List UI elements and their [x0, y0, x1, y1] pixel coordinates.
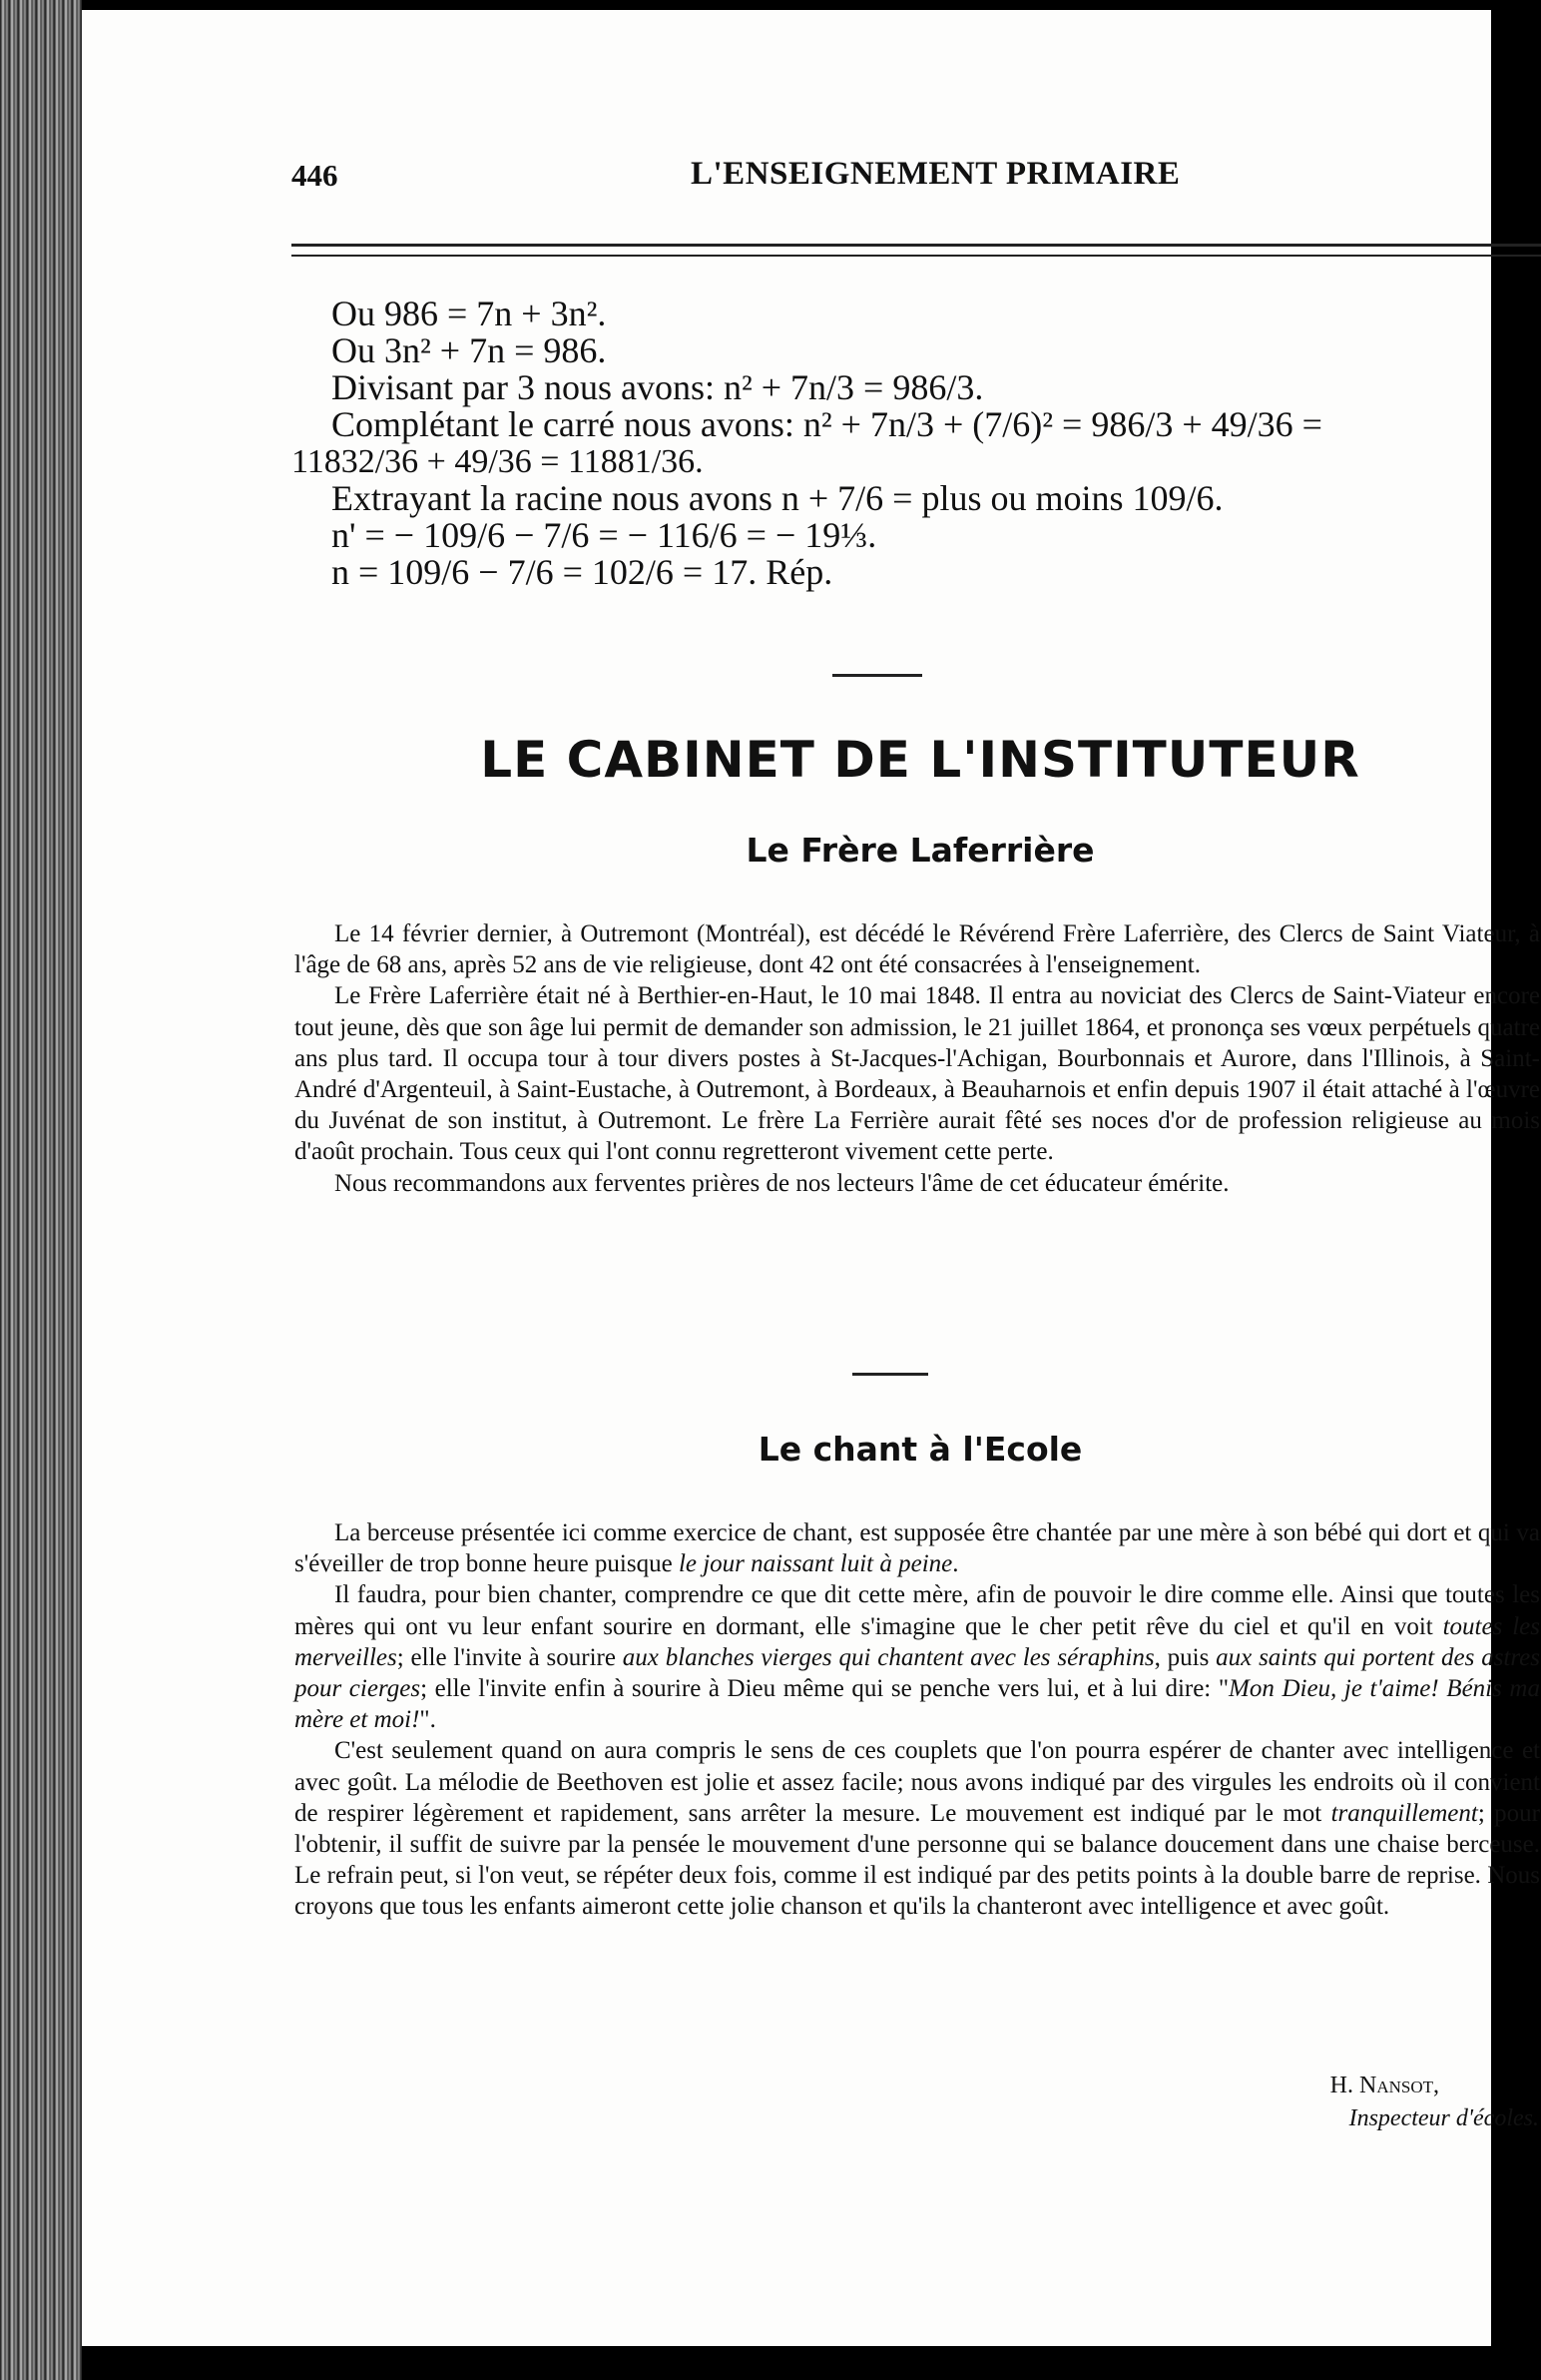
math-line: n = 109/6 − 7/6 = 102/6 = 17. Rép. — [331, 552, 833, 592]
paragraph — [294, 1579, 1540, 1735]
math-line: Complétant le carré nous avons: n² + 7n/3 + (7/6)² = 986/3 + 49/36 = — [331, 404, 1322, 444]
text-run: Il faudra, pour bien chanter, comprendre ce que dit cette mère, afin de pouvoir le dire comme elle. Ainsi que toutes les mères qui ont vu leur enfant sourire en dormant, elle s'imagine que le cher petit rêve du ciel et qu'il en voit — [294, 1581, 1540, 1640]
page-number: 446 — [291, 158, 338, 193]
page-header — [291, 158, 1541, 208]
text-run: , puis — [1154, 1643, 1217, 1671]
text-run: ; elle l'invite enfin à sourire à Dieu même qui se penche vers lui, et à lui dire: " — [420, 1675, 1230, 1703]
italic-run: aux blanches vierges qui chantent avec les séraphins — [622, 1643, 1155, 1671]
book-spine — [0, 0, 82, 2380]
text-run: ; elle l'invite à sourire — [396, 1643, 623, 1671]
article-title: Le Frère Laferrière — [746, 831, 1095, 870]
section-title: LE CABINET DE L'INSTITUTEUR — [480, 731, 1360, 789]
italic-run: Mon Dieu, je t'aime! Bénis ma mère et moi! — [294, 1675, 1540, 1734]
running-title: L'ENSEIGNEMENT PRIMAIRE — [691, 156, 1181, 192]
math-line: Extrayant la racine nous avons n + 7/6 = plus ou moins 109/6. — [331, 478, 1224, 518]
math-line: Ou 3n² + 7n = 986. — [331, 330, 607, 370]
signature — [980, 2070, 1539, 2135]
italic-run: le jour naissant luit à peine — [678, 1550, 953, 1578]
article-divider — [852, 1373, 928, 1376]
text-run: La berceuse présentée ici comme exercice de chant, est supposée être chantée par une mère à son bébé qui dort et qui va s'éveiller de trop bonne heure puisque — [294, 1519, 1540, 1578]
math-line: Ou 986 = 7n + 3n². — [331, 294, 607, 333]
math-line: n' = − 109/6 − 7/6 = − 116/6 = − 19⅓. — [331, 515, 877, 555]
header-rule — [291, 244, 1541, 257]
text-run: ". — [419, 1706, 436, 1734]
article-title: Le chant à l'Ecole — [758, 1430, 1083, 1469]
section-divider — [832, 674, 922, 677]
author-name: H. Nansot, — [1329, 2073, 1439, 2098]
text-run: ; pour l'obtenir, il suffit de suivre par la pensée le mouvement d'une personne qui se balance doucement dans une chaise berceuse. Le refrain peut, si l'on veut, se répéter deux fois, comme il est indiqué par des petits points à la double barre de reprise. Nous croyons que tous les enfants aimeront cette jolie chanson et qu'ils la chanteront avec intelligence et avec goût. — [294, 1799, 1540, 1921]
math-solution — [291, 296, 1541, 591]
paragraph: Le 14 février dernier, à Outremont (Montréal), est décédé le Révérend Frère Laferrière, des Clercs de Saint Viateur, à l'âge de 68 ans, après 52 ans de vie religieuse, dont 42 ont été consacrées à l'enseignement. — [294, 920, 1540, 979]
italic-run: tranquillement — [1330, 1799, 1478, 1827]
math-line: Divisant par 3 nous avons: n² + 7n/3 = 986/3. — [331, 367, 984, 407]
paragraph — [294, 1735, 1540, 1922]
paragraph — [294, 1517, 1540, 1579]
italic-run: toutes les merveilles — [294, 1612, 1540, 1671]
italic-run: aux saints qui portent des astres pour cierges — [294, 1643, 1540, 1703]
paragraph: Le Frère Laferrière était né à Berthier-en-Haut, le 10 mai 1848. Il entra au noviciat des Clercs de Saint-Viateur encore tout jeune, dès que son âge lui permit de demander son admission, le 21 juillet 1864, et prononça ses vœux perpétuels quatre ans plus tard. Il occupa tour à tour divers postes à St-Jacques-l'Achigan, Bourbonnais et Aurore, dans l'Illinois, à Saint-André d'Argenteuil, à Saint-Eustache, à Outremont, à Bordeaux, à Beauharnois et enfin depuis 1907 il était attaché à l'œuvre du Juvénat de son institut, à Outremont. Le frère La Ferrière aurait fêté ses noces d'or de profession religieuse au mois d'août prochain. Tous ceux qui l'ont connu regretteront vivement cette perte. — [294, 982, 1540, 1166]
article-body — [294, 1517, 1540, 1923]
text-run: . — [952, 1550, 959, 1578]
text-run: C'est seulement quand on aura compris le sens de ces couplets que l'on pourra espérer de chanter avec intelligence et avec goût. La mélodie de Beethoven est jolie et assez facile; nous avons indiqué par des virgules les endroits où il convient de respirer légèrement et rapidement, sans arrêter la mesure. Le mouvement est indiqué par le mot — [294, 1737, 1540, 1827]
author-role: Inspecteur d'écoles. — [1348, 2105, 1539, 2131]
paragraph: Nous recommandons aux ferventes prières de nos lecteurs l'âme de cet éducateur émérite. — [334, 1169, 1230, 1197]
article-body — [294, 918, 1540, 1199]
math-line: 11832/36 + 49/36 = 11881/36. — [291, 443, 704, 480]
page — [82, 10, 1540, 2346]
